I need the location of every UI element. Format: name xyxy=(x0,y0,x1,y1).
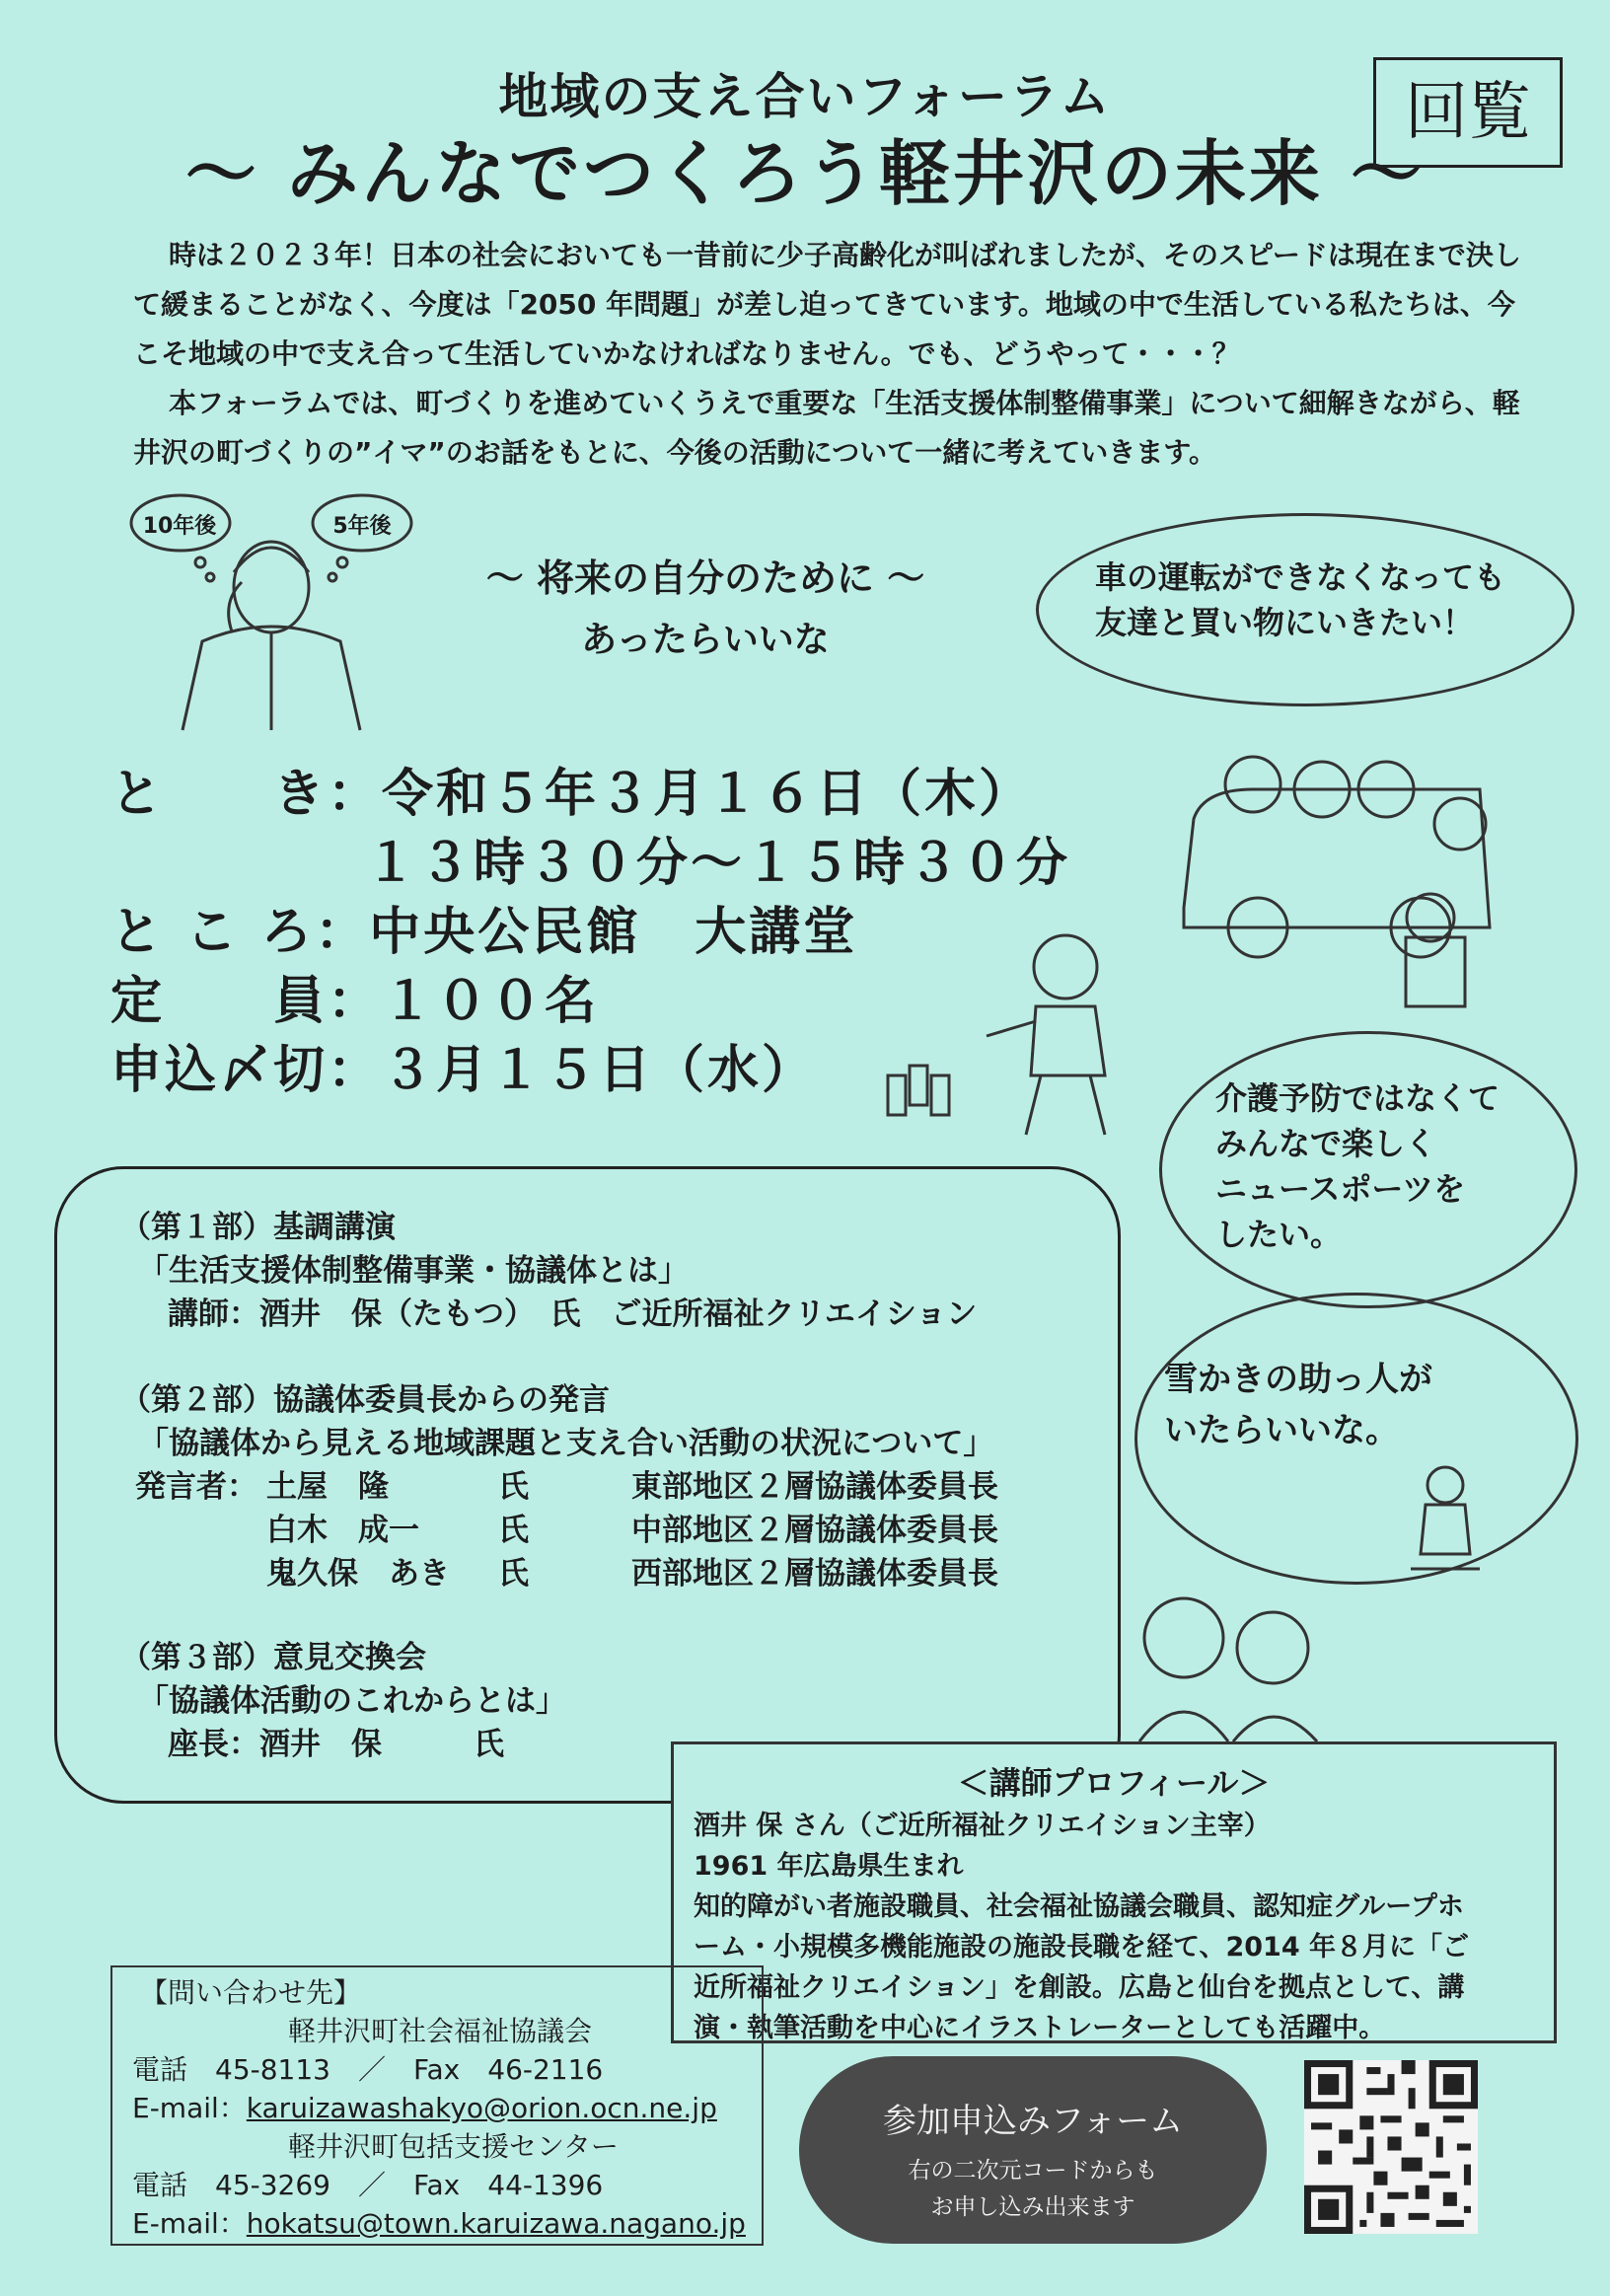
catchphrase-line-1: ～ 将来の自分のために ～ xyxy=(485,556,925,600)
van-with-people-illustration xyxy=(1164,730,1539,1026)
elderly-couple-illustration xyxy=(1130,1584,1327,1741)
speech-snow-line-1: 雪かきの助っ人が xyxy=(1164,1360,1432,1399)
form-button-sub-2: お申し込み出来ます xyxy=(930,2194,1135,2220)
profile-line-2: 1961 年広島県生まれ xyxy=(694,1851,964,1882)
profile-line-5: 近所福祉クリエイション」を創設。広島と仙台を拠点として、講 xyxy=(694,1972,1465,2003)
application-form-button[interactable] xyxy=(799,2056,1267,2244)
intro-paragraph-1: 時は２０２３年！日本の社会においても一昔前に少子高齢化が叫ばれましたが、そのスピードは現在まで決して緩まることがなく、今度は「2050 年問題」が差し迫ってきています。地域の中で生活している私たちは、今こそ地域の中で支え合って生活していかなければなりません。でも、どうやって・・・？ xyxy=(133,239,1521,370)
event-place: 中央公民館 大講堂 xyxy=(369,903,858,962)
part1-heading: （第１部）基調講演 xyxy=(120,1210,396,1245)
part3-chair: 座長：酒井 保 氏 xyxy=(168,1727,504,1762)
profile-body xyxy=(674,1804,1554,2048)
thought-bubble-10-years: 10年後 xyxy=(142,514,217,539)
event-deadline-label: 申込〆切： xyxy=(110,1041,383,1100)
intro-paragraph-2: 本フォーラムでは、町づくりを進めていくうえで重要な「生活支援体制整備事業」について細解きながら、軽井沢の町づくりの”イマ”のお話をもとに、今後の活動について一緒に考えていきます。 xyxy=(133,387,1520,469)
catchphrase-line-2: あったらいいな xyxy=(581,620,830,660)
snow-shoveler-illustration xyxy=(1401,1460,1490,1579)
speech-car-line-1: 車の運転ができなくなっても xyxy=(1095,558,1506,596)
event-place-row xyxy=(110,890,857,964)
contact-org-1-email-row xyxy=(112,2089,762,2127)
speech-sport-text xyxy=(1215,1075,1500,1257)
part1-lecturer: 講師：酒井 保（たもつ） 氏 ご近所福祉クリエイション xyxy=(168,1296,978,1332)
speech-sport-line-4: したい。 xyxy=(1215,1216,1343,1253)
thought-bubble-5-years: 5年後 xyxy=(332,514,392,539)
bowling-man-illustration xyxy=(868,927,1154,1145)
event-capacity: １００名 xyxy=(382,972,600,1031)
event-date-row xyxy=(110,752,1033,826)
part3-heading: （第３部）意見交換会 xyxy=(120,1640,426,1675)
speech-car-text xyxy=(1095,555,1505,645)
profile-line-1: 酒井 保 さん（ご近所福祉クリエイション主宰） xyxy=(694,1811,1271,1841)
speaker-2-name: 白木 成一 xyxy=(266,1513,419,1548)
part3-title: 「協議体活動のこれからとは」 xyxy=(138,1683,566,1719)
contact-org-1-email-label: E-mail： xyxy=(132,2092,247,2124)
speech-snow-line-2: いたらいいな。 xyxy=(1164,1411,1399,1450)
profile-line-3: 知的障がい者施設職員、社会福祉協議会職員、認知症グループホ xyxy=(694,1891,1464,1922)
part2-heading: （第２部）協議体委員長からの発言 xyxy=(120,1382,610,1418)
event-date-label: と き： xyxy=(110,765,383,824)
contact-org-1-phone: 電話 45-8113 ／ Fax 46-2116 xyxy=(132,2053,604,2086)
form-button-sub-1: 右の二次元コードからも xyxy=(908,2158,1158,2184)
contact-org-1-email-link[interactable]: karuizawashakyo@orion.ocn.ne.jp xyxy=(246,2092,717,2124)
event-time: １３時３０分～１５時３０分 xyxy=(365,834,1071,893)
speech-car-line-2: 友達と買い物にいきたい！ xyxy=(1095,604,1475,641)
event-capacity-label: 定 員： xyxy=(110,972,383,1031)
event-capacity-row xyxy=(110,959,599,1033)
speech-sport-line-1: 介護予防ではなくて xyxy=(1215,1079,1500,1117)
speech-sport-line-3: ニュースポーツを xyxy=(1215,1170,1466,1208)
contact-org-2-phone: 電話 45-3269 ／ Fax 44-1396 xyxy=(132,2169,604,2201)
profile-heading: ＜講師プロフィール＞ xyxy=(957,1764,1271,1802)
speaker-1-role: 東部地区２層協議体委員長 xyxy=(631,1469,998,1505)
forum-subtitle: 地域の支え合いフォーラム xyxy=(498,68,1112,125)
event-deadline: ３月１５日（水） xyxy=(382,1041,817,1100)
profile-line-6: 演・執筆活動を中心にイラストレーターとしても活躍中。 xyxy=(694,2013,1386,2043)
part2-title: 「協議体から見える地域課題と支え合い活動の状況について」 xyxy=(138,1426,994,1461)
speaker-1-suffix: 氏 xyxy=(498,1469,529,1505)
contact-org-2: 軽井沢町包括支援センター xyxy=(288,2130,619,2163)
contact-org-2-email-row xyxy=(112,2204,762,2243)
speaker-3-role: 西部地区２層協議体委員長 xyxy=(631,1556,998,1592)
contact-heading: 【問い合わせ先】 xyxy=(140,1976,362,2009)
speaker-2-suffix: 氏 xyxy=(498,1513,529,1548)
circulation-stamp: 回覧 xyxy=(1373,57,1563,168)
intro-text xyxy=(133,231,1534,478)
profile-line-4: ーム・小規模多機能施設の施設長職を経て、2014 年８月に「ご xyxy=(694,1932,1470,1963)
event-place-label: と こ ろ： xyxy=(110,903,370,962)
event-deadline-row xyxy=(110,1028,816,1102)
speech-snow-text xyxy=(1164,1354,1432,1456)
lecturer-profile-box xyxy=(671,1741,1557,2043)
contact-org-2-email-link[interactable]: hokatsu@town.karuizawa.nagano.jp xyxy=(246,2207,746,2240)
speaker-2-role: 中部地区２層協議体委員長 xyxy=(631,1513,998,1548)
speaker-3-suffix: 氏 xyxy=(498,1556,529,1592)
contact-org-1: 軽井沢町社会福祉協議会 xyxy=(288,2015,593,2047)
qr-code[interactable] xyxy=(1304,2060,1478,2234)
contact-org-2-email-label: E-mail： xyxy=(132,2207,247,2240)
speaker-1-name: 土屋 隆 xyxy=(266,1469,389,1505)
speaker-3-name: 鬼久保 あき xyxy=(266,1556,450,1592)
part1-title: 「生活支援体制整備事業・協議体とは」 xyxy=(138,1253,689,1289)
contact-box xyxy=(110,1965,764,2246)
event-date: 令和５年３月１６日（木） xyxy=(382,765,1034,824)
part2-speaker-label: 発言者： xyxy=(135,1469,257,1505)
forum-title: ～ みんなでつくろう軽井沢の未来 ～ xyxy=(184,132,1426,215)
form-button-title: 参加申込みフォーム xyxy=(882,2102,1184,2141)
speech-sport-line-2: みんなで楽しく xyxy=(1215,1125,1437,1162)
